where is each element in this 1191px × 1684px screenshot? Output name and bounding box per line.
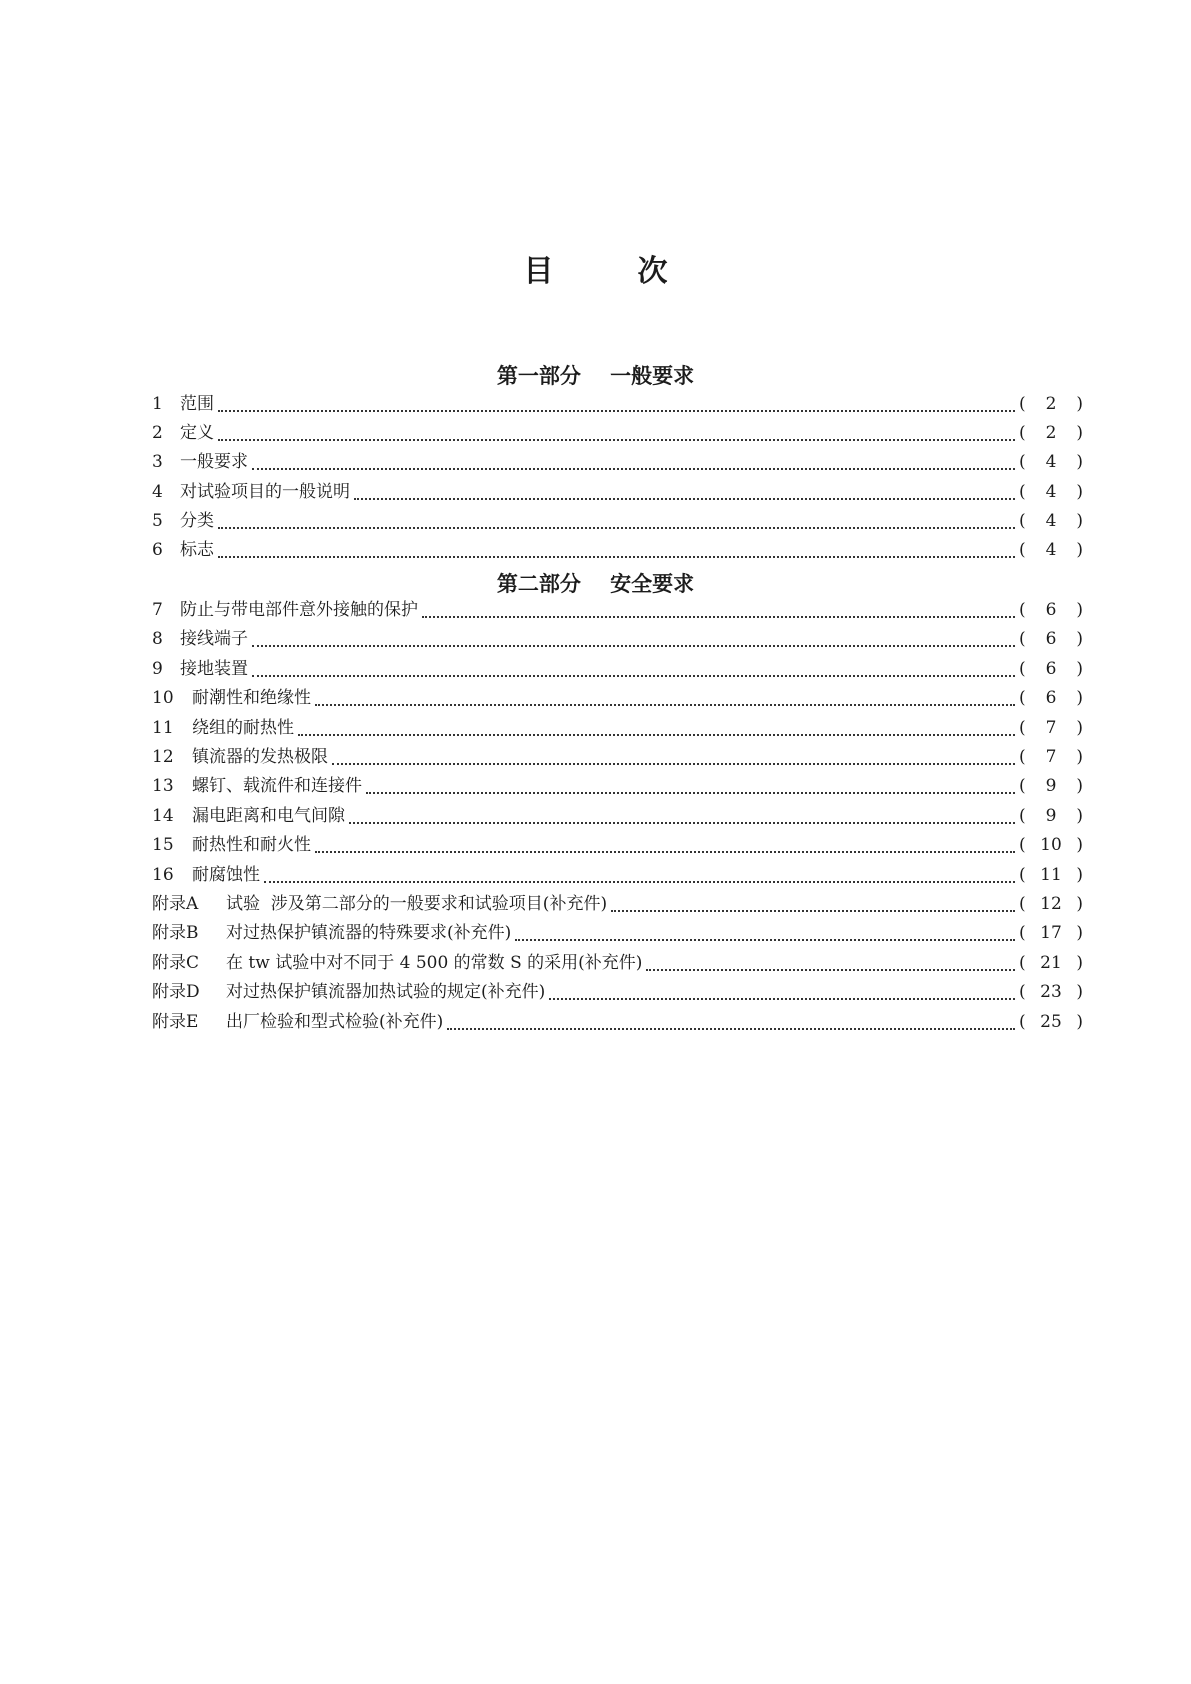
toc-entry-title: 螺钉、载流件和连接件 <box>192 776 362 797</box>
toc-page-number: 6 <box>1045 629 1057 650</box>
toc-entry-number: 4 <box>152 481 163 502</box>
part-1-heading: 第一部分 一般要求 <box>496 364 695 388</box>
toc-entry-number: 8 <box>152 629 163 650</box>
toc-entry <box>152 537 1083 563</box>
toc-page-ref <box>1019 508 1083 534</box>
toc-page-ref <box>1019 479 1083 505</box>
toc-entry <box>152 950 1083 976</box>
toc-entry <box>152 420 1083 446</box>
toc-page-number: 6 <box>1045 688 1057 709</box>
toc-page-ref <box>1019 420 1083 446</box>
toc-page-ref <box>1019 920 1083 946</box>
dot-leader <box>218 556 1015 558</box>
toc-page-number: 23 <box>1040 982 1062 1003</box>
open-bracket: ( <box>1019 658 1026 679</box>
dot-leader <box>422 616 1015 618</box>
toc-entry <box>152 449 1083 475</box>
dot-leader <box>264 881 1015 883</box>
toc-entry-number: 1 <box>152 394 163 414</box>
toc-entry-number: 16 <box>152 864 174 885</box>
open-bracket: ( <box>1019 717 1026 738</box>
toc-entry-title: 耐热性和耐火性 <box>192 835 311 856</box>
dot-leader <box>218 527 1015 529</box>
toc-page-number: 6 <box>1045 658 1057 679</box>
toc-entry-number: 附录E <box>152 1011 199 1032</box>
toc-entry-title: 耐腐蚀性 <box>192 864 260 885</box>
open-bracket: ( <box>1019 864 1026 885</box>
toc-page-ref <box>1019 656 1083 682</box>
toc-entry <box>152 862 1083 888</box>
dot-leader <box>611 910 1015 912</box>
toc-entry-number: 11 <box>152 717 174 738</box>
open-bracket: ( <box>1019 452 1026 473</box>
open-bracket: ( <box>1019 629 1026 650</box>
dot-leader <box>332 763 1015 765</box>
toc-entry-number: 14 <box>152 805 174 826</box>
open-bracket: ( <box>1019 394 1026 414</box>
toc-entry <box>152 391 1083 417</box>
toc-entry-number: 12 <box>152 747 174 767</box>
toc-page-ref <box>1019 626 1083 652</box>
toc-page-ref <box>1019 744 1083 770</box>
toc-entry <box>152 832 1083 858</box>
open-bracket: ( <box>1019 600 1026 620</box>
toc-entry-number: 13 <box>152 776 174 797</box>
dot-leader <box>252 645 1015 647</box>
toc-page-ref <box>1019 950 1083 976</box>
toc-page-number: 4 <box>1045 481 1057 502</box>
toc-page-ref <box>1019 537 1083 563</box>
toc-page-number: 6 <box>1045 600 1057 620</box>
toc-entry <box>152 891 1083 917</box>
dot-leader <box>366 792 1015 794</box>
close-bracket: ) <box>1076 629 1083 650</box>
toc-entry-number: 附录B <box>152 923 199 944</box>
toc-entry <box>152 656 1083 682</box>
open-bracket: ( <box>1019 835 1026 856</box>
dot-leader <box>549 998 1015 1000</box>
toc-page-number: 2 <box>1045 394 1057 414</box>
open-bracket: ( <box>1019 540 1026 560</box>
dot-leader <box>218 410 1015 412</box>
toc-entry <box>152 920 1083 946</box>
dot-leader <box>315 704 1015 706</box>
close-bracket: ) <box>1076 540 1083 560</box>
toc-entry <box>152 479 1083 505</box>
open-bracket: ( <box>1019 688 1026 709</box>
toc-entry <box>152 626 1083 652</box>
toc-entry-title: 对过热保护镇流器的特殊要求(补充件) <box>226 923 512 944</box>
toc-entry-number: 10 <box>152 688 174 709</box>
toc-entry-number: 附录A <box>152 894 199 914</box>
toc-entry-title: 对过热保护镇流器加热试验的规定(补充件) <box>226 982 546 1003</box>
toc-entry-title: 耐潮性和绝缘性 <box>192 688 311 709</box>
close-bracket: ) <box>1076 952 1083 973</box>
toc-entry-title: 接线端子 <box>180 629 248 650</box>
toc-entry <box>152 979 1083 1005</box>
toc-entry-title: 防止与带电部件意外接触的保护 <box>180 600 418 620</box>
page-title: 目次 <box>523 254 752 289</box>
close-bracket: ) <box>1076 423 1083 444</box>
close-bracket: ) <box>1076 452 1083 473</box>
toc-page-ref <box>1019 773 1083 799</box>
close-bracket: ) <box>1076 688 1083 709</box>
toc-page-ref <box>1019 449 1083 475</box>
toc-entry-title: 漏电距离和电气间隙 <box>192 805 345 826</box>
toc-page-ref <box>1019 685 1083 711</box>
toc-entry-number: 9 <box>152 658 163 679</box>
toc-entry-title: 范围 <box>180 394 214 414</box>
part-2-heading: 第二部分 安全要求 <box>496 572 695 596</box>
toc-page-number: 17 <box>1040 923 1062 944</box>
close-bracket: ) <box>1076 835 1083 856</box>
toc-entry-number: 附录C <box>152 952 200 973</box>
toc-page-ref <box>1019 1009 1083 1035</box>
toc-entry <box>152 508 1083 534</box>
dot-leader <box>252 675 1015 677</box>
toc-entry <box>152 744 1083 770</box>
open-bracket: ( <box>1019 423 1026 444</box>
toc-page-number: 4 <box>1045 452 1057 473</box>
toc-page-number: 12 <box>1040 894 1062 914</box>
dot-leader <box>515 939 1015 941</box>
dot-leader <box>354 498 1015 500</box>
toc-entry <box>152 1009 1083 1035</box>
toc-entry-title: 定义 <box>180 423 214 444</box>
toc-entry <box>152 685 1083 711</box>
toc-page-ref <box>1019 597 1083 623</box>
toc-entry-number: 5 <box>152 510 163 531</box>
close-bracket: ) <box>1076 600 1083 620</box>
dot-leader <box>218 439 1015 441</box>
toc-entry-number: 2 <box>152 423 163 444</box>
open-bracket: ( <box>1019 1011 1026 1032</box>
close-bracket: ) <box>1076 982 1083 1003</box>
toc-entry-number: 附录D <box>152 982 200 1003</box>
toc-entry-number: 3 <box>152 452 163 473</box>
toc-entry <box>152 773 1083 799</box>
toc-entry-title: 镇流器的发热极限 <box>192 747 328 767</box>
toc-page-number: 11 <box>1040 864 1062 885</box>
toc-entry-title: 试验 涉及第二部分的一般要求和试验项目(补充件) <box>226 894 608 914</box>
close-bracket: ) <box>1076 717 1083 738</box>
close-bracket: ) <box>1076 747 1083 767</box>
toc-entry-title: 标志 <box>180 540 214 560</box>
toc-page-number: 9 <box>1045 805 1057 826</box>
close-bracket: ) <box>1076 805 1083 826</box>
toc-entry-number: 6 <box>152 540 163 560</box>
toc-page-ref <box>1019 891 1083 917</box>
toc-entry-title: 对试验项目的一般说明 <box>180 481 350 502</box>
close-bracket: ) <box>1076 658 1083 679</box>
open-bracket: ( <box>1019 776 1026 797</box>
dot-leader <box>447 1028 1015 1030</box>
toc-entry <box>152 803 1083 829</box>
toc-entry-number: 15 <box>152 835 174 856</box>
toc-page-number: 10 <box>1040 835 1062 856</box>
open-bracket: ( <box>1019 894 1026 914</box>
dot-leader <box>252 468 1015 470</box>
close-bracket: ) <box>1076 1011 1083 1032</box>
dot-leader <box>315 851 1015 853</box>
toc-page-number: 21 <box>1040 952 1062 973</box>
toc-page-ref <box>1019 979 1083 1005</box>
open-bracket: ( <box>1019 481 1026 502</box>
toc-entry-title: 出厂检验和型式检验(补充件) <box>226 1011 444 1032</box>
dot-leader <box>349 822 1015 824</box>
toc-entry-title: 一般要求 <box>180 452 248 473</box>
close-bracket: ) <box>1076 776 1083 797</box>
toc-page-ref <box>1019 391 1083 417</box>
close-bracket: ) <box>1076 864 1083 885</box>
close-bracket: ) <box>1076 894 1083 914</box>
close-bracket: ) <box>1076 923 1083 944</box>
toc-page-number: 7 <box>1045 717 1057 738</box>
toc-page-number: 9 <box>1045 776 1057 797</box>
dot-leader <box>298 734 1015 736</box>
toc-page-ref <box>1019 862 1083 888</box>
toc-entry-title: 接地装置 <box>180 658 248 679</box>
open-bracket: ( <box>1019 747 1026 767</box>
close-bracket: ) <box>1076 481 1083 502</box>
open-bracket: ( <box>1019 923 1026 944</box>
open-bracket: ( <box>1019 952 1026 973</box>
toc-entry <box>152 715 1083 741</box>
toc-entry-number: 7 <box>152 600 163 620</box>
toc-page-number: 2 <box>1045 423 1057 444</box>
close-bracket: ) <box>1076 394 1083 414</box>
toc-page-number: 4 <box>1045 540 1057 560</box>
open-bracket: ( <box>1019 982 1026 1003</box>
toc-page-number: 4 <box>1045 510 1057 531</box>
toc-entry-title: 分类 <box>180 510 214 531</box>
close-bracket: ) <box>1076 510 1083 531</box>
toc-entry-title: 绕组的耐热性 <box>192 717 294 738</box>
toc-entry <box>152 597 1083 623</box>
toc-page-number: 7 <box>1045 747 1057 767</box>
toc-page-ref <box>1019 832 1083 858</box>
toc-page-number: 25 <box>1040 1011 1062 1032</box>
toc-entry-title: 在 tw 试验中对不同于 4 500 的常数 S 的采用(补充件) <box>226 952 643 973</box>
toc-page-ref <box>1019 715 1083 741</box>
dot-leader <box>646 969 1015 971</box>
open-bracket: ( <box>1019 510 1026 531</box>
open-bracket: ( <box>1019 805 1026 826</box>
toc-page-ref <box>1019 803 1083 829</box>
